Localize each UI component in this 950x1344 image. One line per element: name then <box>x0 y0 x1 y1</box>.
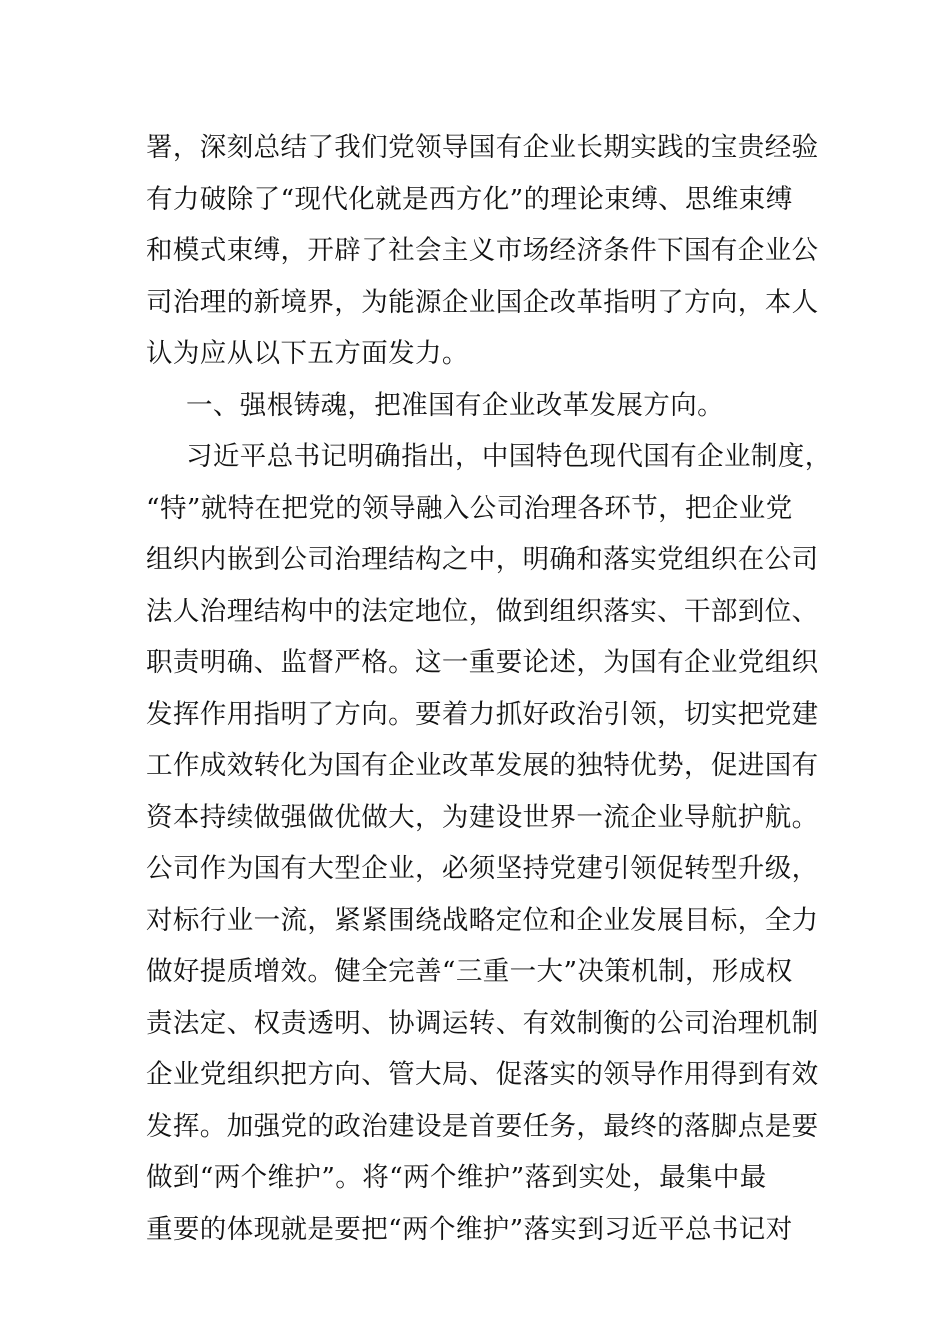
paragraph-first-line: 习近平总书记明确指出，中国特色现代国有企业制度， <box>186 441 832 472</box>
text-line: 发挥作用指明了方向。要着力抓好政治引领，切实把党建 <box>146 698 819 730</box>
text-line: 法人治理结构中的法定地位，做到组织落实、干部到位、 <box>146 595 819 627</box>
text-line: 责法定、权责透明、协调运转、有效制衡的公司治理机制 <box>146 1007 819 1039</box>
text-line: 有力破除了“现代化就是西方化”的理论束缚、思维束缚 <box>146 183 793 215</box>
text-line: 重要的体现就是要把“两个维护”落实到习近平总书记对 <box>146 1213 793 1245</box>
text-line: 对标行业一流，紧紧围绕战略定位和企业发展目标，全力 <box>146 904 819 936</box>
text-line: 认为应从以下五方面发力。 <box>146 338 469 369</box>
text-line: 职责明确、监督严格。这一重要论述，为国有企业党组织 <box>146 647 819 678</box>
text-line: 公司作为国有大型企业，必须坚持党建引领促转型升级， <box>146 853 819 884</box>
text-line: “特”就特在把党的领导融入公司治理各环节，把企业党 <box>146 492 793 524</box>
text-line: 做到“两个维护”。将“两个维护”落到实处，最集中最 <box>146 1162 767 1193</box>
text-line: 司治理的新境界，为能源企业国企改革指明了方向，本人 <box>146 286 819 318</box>
text-line: 资本持续做强做优做大，为建设世界一流企业导航护航。 <box>146 801 819 833</box>
text-line: 企业党组织把方向、管大局、促落实的领导作用得到有效 <box>146 1059 819 1090</box>
text-line: 工作成效转化为国有企业改革发展的独特优势，促进国有 <box>146 750 819 781</box>
section-heading: 一、强根铸魂，把准国有企业改革发展方向。 <box>186 389 724 421</box>
text-line: 组织内嵌到公司治理结构之中，明确和落实党组织在公司 <box>146 544 819 575</box>
text-line: 做好提质增效。健全完善“三重一大”决策机制，形成权 <box>146 956 793 987</box>
text-line: 和模式束缚，开辟了社会主义市场经济条件下国有企业公 <box>146 235 819 266</box>
text-line: 署，深刻总结了我们党领导国有企业长期实践的宝贵经验 <box>146 132 819 163</box>
text-line: 发挥。加强党的政治建设是首要任务，最终的落脚点是要 <box>146 1110 819 1142</box>
